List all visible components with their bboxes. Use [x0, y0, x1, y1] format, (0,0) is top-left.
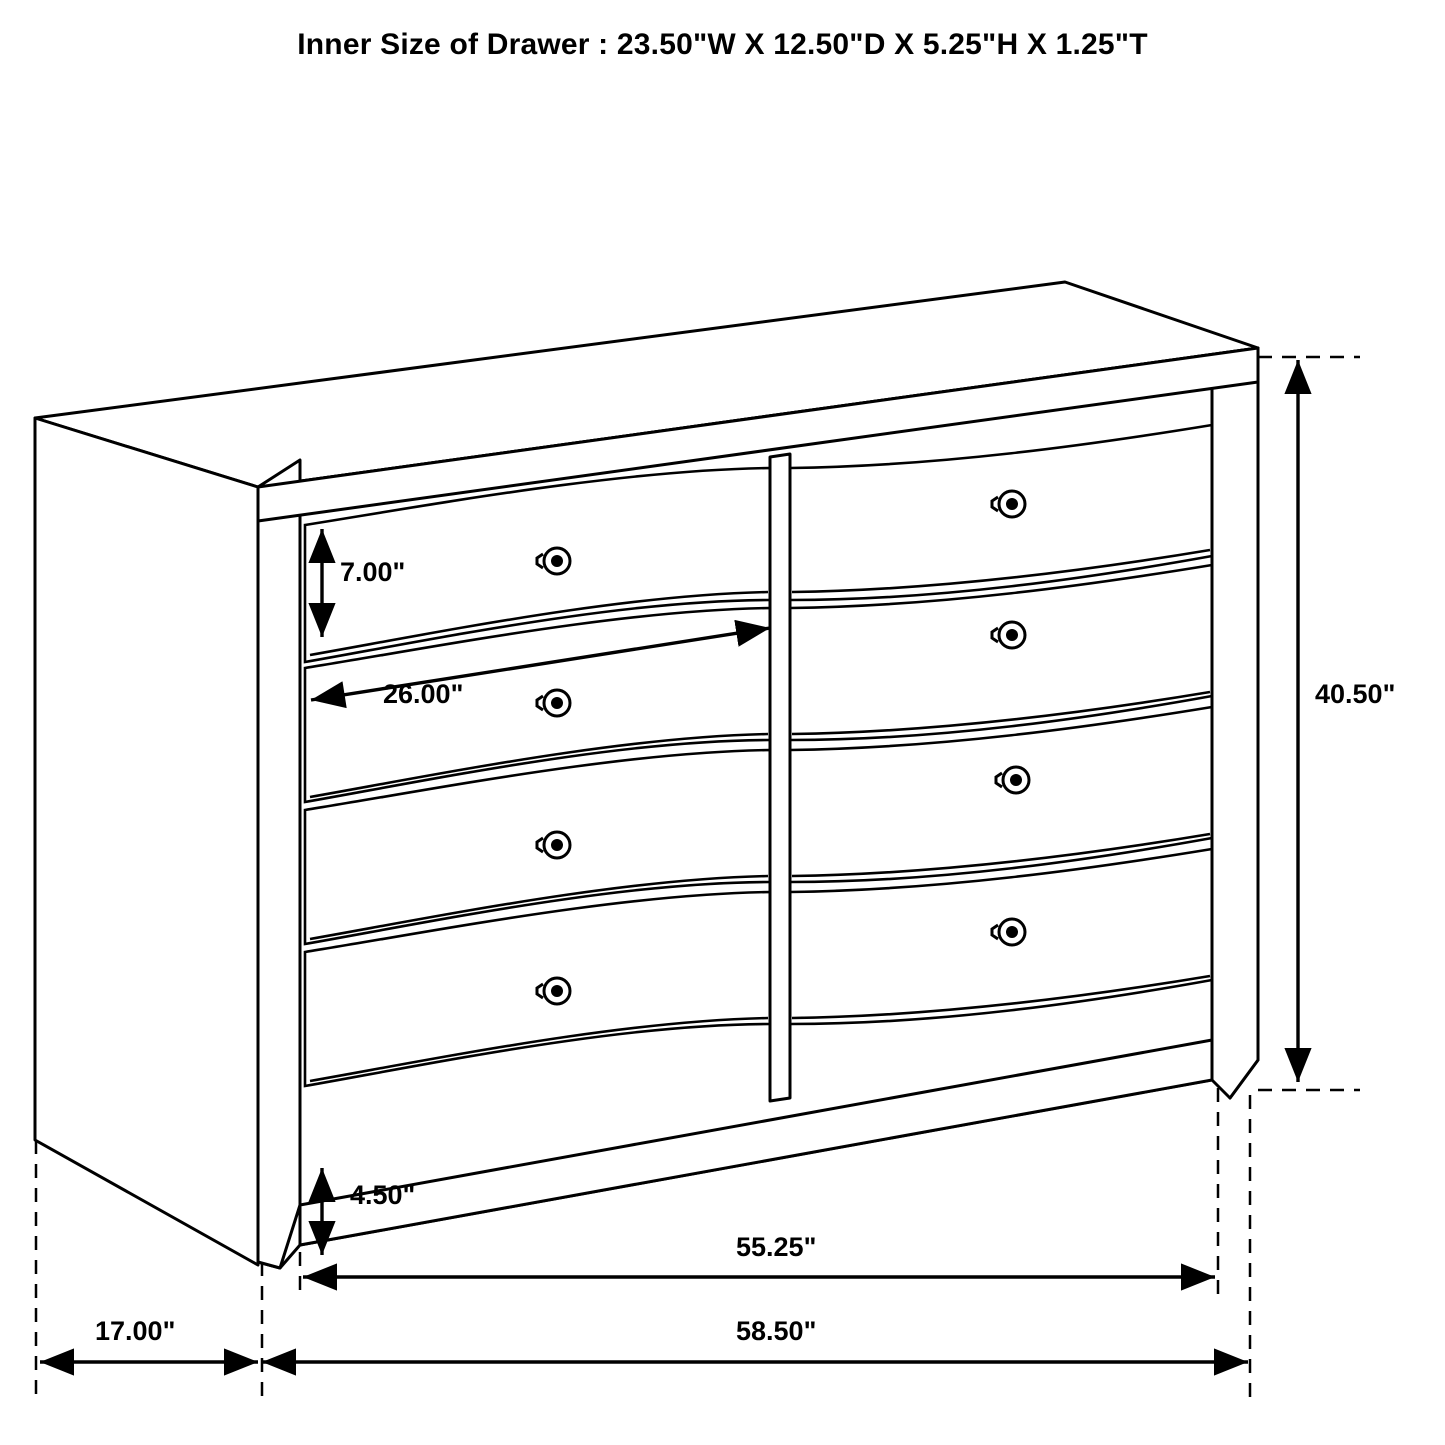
label-drawer-width: 26.00"	[383, 679, 464, 709]
label-depth: 17.00"	[95, 1316, 176, 1346]
page-title: Inner Size of Drawer : 23.50"W X 12.50"D X 5.25"H X 1.25"T	[297, 28, 1148, 61]
label-total-width: 58.50"	[736, 1316, 817, 1346]
label-base-width: 55.25"	[736, 1232, 817, 1262]
front-right-stile	[1212, 348, 1258, 1098]
label-leg-height: 4.50"	[350, 1180, 416, 1210]
label-drawer-height: 7.00"	[340, 557, 406, 587]
label-total-height: 40.50"	[1315, 679, 1396, 709]
front-left-stile	[258, 460, 300, 1268]
dresser-left-side	[35, 418, 258, 1265]
dresser-body	[35, 282, 1258, 1268]
center-divider	[770, 454, 790, 1101]
